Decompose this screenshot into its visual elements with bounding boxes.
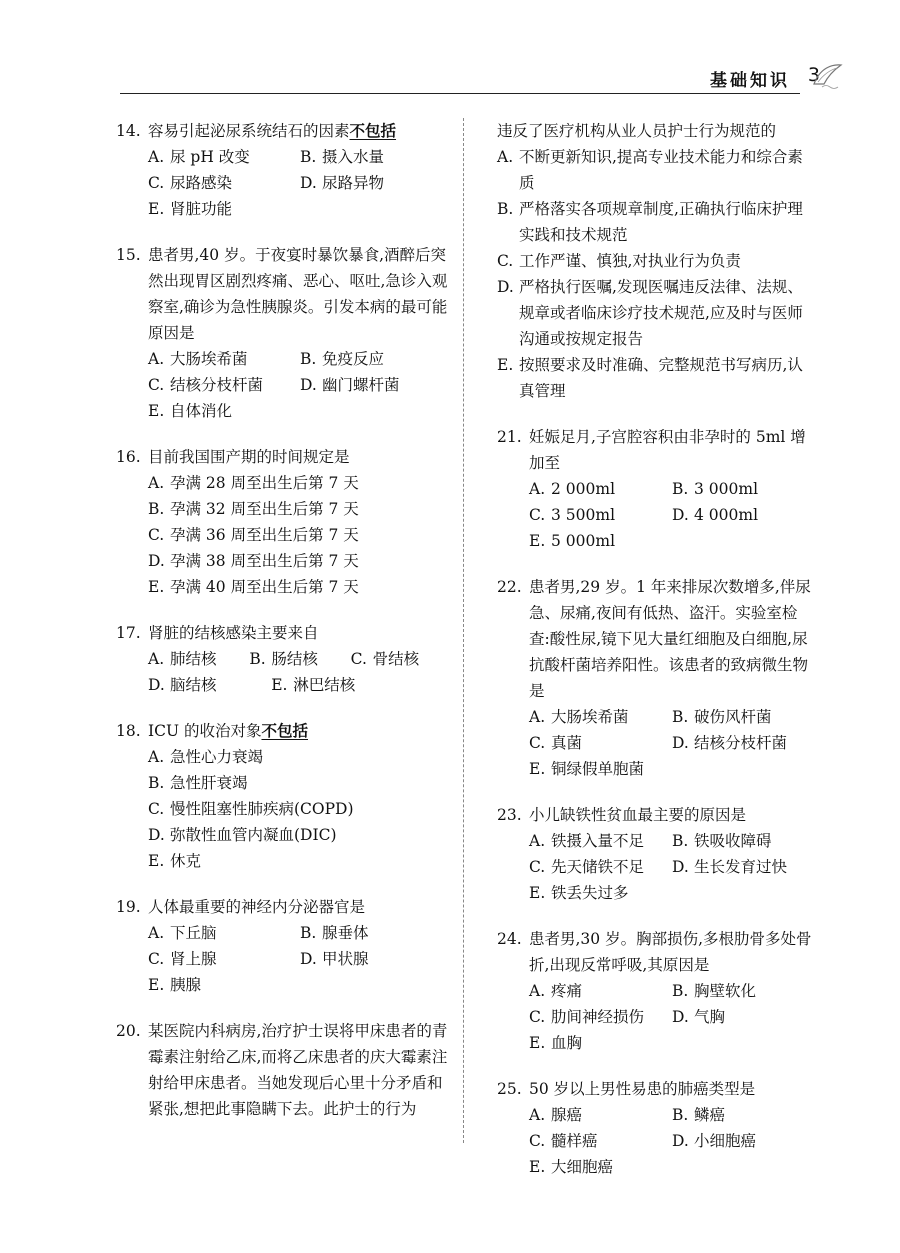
option-text: 慢性阻塞性肺疾病(COPD) — [170, 800, 354, 818]
question-stem — [497, 926, 815, 978]
option-e — [148, 972, 322, 998]
option-text: 下丘脑 — [170, 924, 217, 942]
publisher-logo-icon — [807, 62, 844, 90]
option-e — [271, 672, 394, 698]
option-text: 休克 — [170, 852, 202, 870]
option-b — [300, 144, 452, 170]
option-label: A. — [529, 480, 546, 498]
option-c — [351, 646, 452, 672]
option-label: A. — [148, 748, 165, 766]
option-label: D. — [497, 278, 514, 296]
option-text: 铜绿假单胞菌 — [551, 760, 645, 778]
option-d — [148, 548, 452, 574]
option-d — [148, 822, 452, 848]
question-24 — [497, 926, 815, 1056]
options — [497, 1102, 815, 1180]
option-label: D. — [148, 826, 165, 844]
option-e — [529, 1030, 694, 1056]
option-text: 2 000ml — [551, 480, 616, 498]
question-text: 容易引起泌尿系统结石的因素 — [148, 122, 350, 140]
option-row — [148, 398, 452, 424]
option-a — [497, 144, 815, 196]
option-row — [148, 646, 452, 672]
option-text: 肺结核 — [170, 650, 217, 668]
option-label: A. — [529, 832, 546, 850]
option-text: 胸壁软化 — [694, 982, 757, 1000]
option-d — [300, 946, 452, 972]
option-text: 真菌 — [551, 734, 583, 752]
question-number: 16. — [116, 448, 141, 466]
option-row — [148, 196, 452, 222]
question-text: 患者男,30 岁。胸部损伤,多根肋骨多处骨折,出现反常呼吸,其原因是 — [529, 930, 812, 974]
option-label: A. — [148, 924, 165, 942]
option-d — [672, 730, 815, 756]
option-text: 髓样癌 — [551, 1132, 598, 1150]
page-header — [0, 0, 900, 100]
option-row — [148, 946, 452, 972]
option-text: 疼痛 — [551, 982, 583, 1000]
option-c — [529, 730, 672, 756]
option-row — [148, 574, 452, 600]
option-label: E. — [529, 532, 546, 550]
option-label: E. — [529, 884, 546, 902]
question-20 — [116, 1018, 452, 1122]
options — [116, 920, 452, 998]
option-c — [148, 522, 452, 548]
emphasis-text: 不包括 — [261, 722, 308, 740]
option-label: C. — [148, 376, 165, 394]
option-row — [148, 496, 452, 522]
option-text: 自体消化 — [170, 402, 233, 420]
option-label: B. — [672, 832, 689, 850]
option-text: 腺垂体 — [322, 924, 369, 942]
option-label: E. — [271, 676, 288, 694]
option-row — [529, 854, 815, 880]
option-row — [529, 1154, 815, 1180]
option-row — [529, 880, 815, 906]
option-label: D. — [672, 1008, 689, 1026]
option-a — [148, 920, 300, 946]
option-label: D. — [300, 174, 317, 192]
option-label: D. — [672, 1132, 689, 1150]
question-text: 50 岁以上男性易患的肺癌类型是 — [529, 1080, 756, 1098]
option-label: E. — [148, 200, 165, 218]
option-c — [148, 372, 300, 398]
option-row — [148, 170, 452, 196]
question-stem — [497, 1076, 815, 1102]
option-b — [148, 496, 452, 522]
option-text: 生长发育过快 — [694, 858, 788, 876]
option-text: 孕满 36 周至出生后第 7 天 — [170, 526, 359, 544]
question-text: 目前我国围产期的时间规定是 — [148, 448, 350, 466]
option-row — [148, 848, 452, 874]
option-label: A. — [148, 148, 165, 166]
option-b — [672, 1102, 815, 1128]
option-e — [148, 196, 322, 222]
question-text: 某医院内科病房,治疗护士误将甲床患者的青霉素注射给乙床,而将乙床患者的庆大霉素注射给甲床患者。当她发现后心里十分矛盾和紧张,想把此事隐瞒下去。此护士的行为 — [148, 1022, 448, 1118]
option-label: B. — [672, 982, 689, 1000]
option-label: C. — [148, 174, 165, 192]
option-row — [148, 346, 452, 372]
question-stem — [116, 1018, 452, 1122]
question-text: 小儿缺铁性贫血最主要的原因是 — [529, 806, 747, 824]
option-label: B. — [497, 200, 514, 218]
option-c — [529, 1004, 672, 1030]
option-row — [148, 822, 452, 848]
option-text: 孕满 32 周至出生后第 7 天 — [170, 500, 359, 518]
question-text: 妊娠足月,子宫腔容积由非孕时的 5ml 增加至 — [529, 428, 806, 472]
option-d — [300, 170, 452, 196]
question-19 — [116, 894, 452, 998]
option-text: 急性肝衰竭 — [170, 774, 248, 792]
option-text: 尿路感染 — [170, 174, 233, 192]
option-e — [529, 756, 694, 782]
question-stem — [116, 242, 452, 346]
option-b — [497, 196, 815, 248]
question-stem — [497, 424, 815, 476]
option-text: 摄入水量 — [322, 148, 385, 166]
question-number: 24. — [497, 930, 522, 948]
option-text: 铁吸收障碍 — [694, 832, 772, 850]
option-label: C. — [350, 650, 367, 668]
option-row — [148, 672, 452, 698]
option-label: E. — [497, 356, 514, 374]
question-text: 患者男,29 岁。1 年来排尿次数增多,伴尿急、尿痛,夜间有低热、盗汗。实验室检查:酸性尿,镜下见大量红细胞及白细胞,尿抗酸杆菌培养阳性。该患者的致病微生物是 — [529, 578, 811, 700]
option-text: 大细胞癌 — [551, 1158, 614, 1176]
option-text: 弥散性血管内凝血(DIC) — [170, 826, 337, 844]
option-label: C. — [529, 1132, 546, 1150]
question-23 — [497, 802, 815, 906]
option-row — [529, 528, 815, 554]
question-22 — [497, 574, 815, 782]
option-text: 大肠埃希菌 — [551, 708, 629, 726]
option-row — [529, 704, 815, 730]
option-row — [529, 730, 815, 756]
option-a — [529, 828, 672, 854]
question-16 — [116, 444, 452, 600]
options — [116, 470, 452, 600]
option-row — [529, 756, 815, 782]
emphasis-text: 不包括 — [349, 122, 397, 140]
option-text: 严格落实各项规章制度,正确执行临床护理实践和技术规范 — [519, 200, 803, 244]
option-text: 甲状腺 — [322, 950, 369, 968]
option-row — [148, 796, 452, 822]
option-e — [529, 528, 694, 554]
question-20-continuation — [497, 118, 815, 404]
question-number: 18. — [116, 722, 141, 740]
option-b — [672, 828, 815, 854]
option-c — [497, 248, 815, 274]
option-label: A. — [529, 708, 546, 726]
option-label: C. — [148, 526, 165, 544]
question-stem — [116, 444, 452, 470]
option-text: 胰腺 — [170, 976, 202, 994]
option-b — [672, 978, 815, 1004]
question-stem-continuation: 违反了医疗机构从业人员护士行为规范的 — [497, 122, 777, 140]
question-25 — [497, 1076, 815, 1180]
option-e — [148, 848, 452, 874]
section-title: 基础知识 — [710, 71, 790, 91]
option-text: 肠结核 — [271, 650, 318, 668]
option-row — [148, 522, 452, 548]
option-label: A. — [529, 982, 546, 1000]
option-text: 免疫反应 — [322, 350, 385, 368]
option-c — [148, 796, 452, 822]
option-b — [148, 770, 452, 796]
option-text: 铁丢失过多 — [551, 884, 629, 902]
option-row — [529, 502, 815, 528]
option-b — [249, 646, 350, 672]
option-text: 尿 pH 改变 — [170, 148, 250, 166]
option-text: 肾脏功能 — [170, 200, 233, 218]
option-e — [148, 398, 322, 424]
option-label: C. — [529, 734, 546, 752]
option-d — [672, 502, 815, 528]
option-row — [148, 548, 452, 574]
option-label: B. — [672, 708, 689, 726]
option-text: 结核分枝杆菌 — [170, 376, 264, 394]
question-number: 17. — [116, 624, 141, 642]
option-b — [672, 704, 815, 730]
column-divider — [463, 118, 464, 1143]
question-stem — [497, 574, 815, 704]
option-label: B. — [300, 350, 317, 368]
option-label: E. — [148, 852, 165, 870]
question-15 — [116, 242, 452, 424]
option-text: 工作严谨、慎独,对执业行为负责 — [519, 252, 741, 270]
option-label: E. — [529, 1034, 546, 1052]
option-text: 先天储铁不足 — [551, 858, 645, 876]
option-a — [148, 646, 249, 672]
option-label: D. — [672, 734, 689, 752]
option-text: 结核分枝杆菌 — [694, 734, 788, 752]
option-row — [529, 978, 815, 1004]
option-row — [148, 744, 452, 770]
question-17 — [116, 620, 452, 698]
option-c — [529, 502, 672, 528]
option-a — [529, 978, 672, 1004]
option-label: C. — [529, 506, 546, 524]
option-text: 骨结核 — [372, 650, 420, 668]
option-row — [529, 1102, 815, 1128]
question-number: 23. — [497, 806, 522, 824]
option-label: B. — [300, 148, 317, 166]
question-text: ICU 的收治对象 — [148, 722, 262, 740]
question-text: 患者男,40 岁。于夜宴时暴饮暴食,酒醉后突然出现胃区剧烈疼痛、恶心、呕吐,急诊入观察室,确诊为急性胰腺炎。引发本病的最可能原因是 — [148, 246, 448, 342]
option-text: 脑结核 — [170, 676, 217, 694]
option-a — [148, 346, 300, 372]
option-label: B. — [249, 650, 266, 668]
option-label: E. — [529, 1158, 546, 1176]
question-number: 22. — [497, 578, 522, 596]
option-text: 孕满 38 周至出生后第 7 天 — [170, 552, 359, 570]
question-stem — [116, 620, 452, 646]
option-row — [148, 972, 452, 998]
option-row — [148, 144, 452, 170]
option-label: A. — [148, 350, 165, 368]
option-row — [529, 1004, 815, 1030]
options — [497, 476, 815, 554]
option-row — [529, 1128, 815, 1154]
question-18 — [116, 718, 452, 874]
question-stem — [116, 118, 452, 144]
options — [497, 704, 815, 782]
option-label: A. — [497, 148, 514, 166]
option-label: B. — [148, 500, 165, 518]
option-b — [672, 476, 815, 502]
options — [497, 828, 815, 906]
left-column — [116, 118, 452, 1122]
option-a — [148, 470, 452, 496]
question-number: 14. — [116, 122, 141, 140]
question-text: 人体最重要的神经内分泌器官是 — [148, 898, 366, 916]
option-c — [529, 854, 672, 880]
option-label: D. — [300, 950, 317, 968]
option-e — [529, 1154, 694, 1180]
option-e — [148, 574, 452, 600]
option-label: A. — [148, 474, 165, 492]
question-stem — [116, 894, 452, 920]
option-text: 孕满 40 周至出生后第 7 天 — [170, 578, 359, 596]
options — [116, 346, 452, 424]
option-text: 气胸 — [694, 1008, 726, 1026]
option-text: 急性心力衰竭 — [170, 748, 264, 766]
option-d — [672, 854, 815, 880]
question-stem — [116, 718, 452, 744]
option-row — [148, 770, 452, 796]
option-label: D. — [300, 376, 317, 394]
option-d — [672, 1004, 815, 1030]
option-d — [148, 672, 271, 698]
options — [116, 744, 452, 874]
option-a — [529, 1102, 672, 1128]
options — [497, 978, 815, 1056]
option-text: 5 000ml — [551, 532, 616, 550]
option-text: 尿路异物 — [322, 174, 385, 192]
options — [116, 144, 452, 222]
question-14 — [116, 118, 452, 222]
option-text: 铁摄入量不足 — [551, 832, 645, 850]
option-label: E. — [148, 578, 165, 596]
option-text: 小细胞癌 — [694, 1132, 757, 1150]
option-label: D. — [148, 552, 165, 570]
option-c — [148, 170, 300, 196]
option-row — [529, 476, 815, 502]
option-label: E. — [529, 760, 546, 778]
option-text: 鳞癌 — [694, 1106, 726, 1124]
option-label: C. — [148, 800, 165, 818]
page-number: 3 — [807, 64, 820, 86]
option-label: B. — [672, 1106, 689, 1124]
right-column — [497, 118, 815, 1200]
option-a — [148, 144, 300, 170]
option-text: 严格执行医嘱,发现医嘱违反法律、法规、规章或者临床诊疗技术规范,应及时与医师沟通或按规定报告 — [519, 278, 803, 348]
option-text: 不断更新知识,提高专业技术能力和综合素质 — [519, 148, 803, 192]
option-text: 淋巴结核 — [293, 676, 356, 694]
question-number: 19. — [116, 898, 141, 916]
question-stem — [497, 802, 815, 828]
option-row — [148, 920, 452, 946]
option-a — [148, 744, 452, 770]
header-rule — [120, 93, 800, 94]
option-row — [529, 1030, 815, 1056]
option-row — [529, 828, 815, 854]
option-label: C. — [497, 252, 514, 270]
option-text: 大肠埃希菌 — [170, 350, 248, 368]
option-row — [148, 470, 452, 496]
question-21 — [497, 424, 815, 554]
option-text: 幽门螺杆菌 — [322, 376, 400, 394]
option-label: D. — [672, 506, 689, 524]
question-number: 21. — [497, 428, 522, 446]
option-label: A. — [148, 650, 165, 668]
option-label: B. — [300, 924, 317, 942]
option-b — [300, 920, 452, 946]
option-text: 肋间神经损伤 — [551, 1008, 645, 1026]
option-text: 按照要求及时准确、完整规范书写病历,认真管理 — [519, 356, 803, 400]
option-text: 破伤风杆菌 — [694, 708, 772, 726]
option-label: D. — [672, 858, 689, 876]
option-text: 3 500ml — [551, 506, 616, 524]
option-text: 孕满 28 周至出生后第 7 天 — [170, 474, 359, 492]
option-label: B. — [148, 774, 165, 792]
option-text: 4 000ml — [694, 506, 759, 524]
option-a — [529, 476, 672, 502]
option-c — [148, 946, 300, 972]
option-label: C. — [529, 858, 546, 876]
option-label: C. — [529, 1008, 546, 1026]
option-label: B. — [672, 480, 689, 498]
option-e — [529, 880, 694, 906]
options — [116, 646, 452, 698]
option-c — [529, 1128, 672, 1154]
question-number: 15. — [116, 246, 141, 264]
option-text: 腺癌 — [551, 1106, 583, 1124]
question-text: 肾脏的结核感染主要来自 — [148, 624, 319, 642]
option-label: E. — [148, 402, 165, 420]
option-d — [497, 274, 815, 352]
option-text: 血胸 — [551, 1034, 583, 1052]
option-text: 3 000ml — [694, 480, 759, 498]
option-row — [148, 372, 452, 398]
option-e — [497, 352, 815, 404]
option-label: A. — [529, 1106, 546, 1124]
question-number: 25. — [497, 1080, 522, 1098]
option-d — [672, 1128, 815, 1154]
option-d — [300, 372, 452, 398]
option-b — [300, 346, 452, 372]
question-number: 20. — [116, 1022, 141, 1040]
option-a — [529, 704, 672, 730]
option-label: E. — [148, 976, 165, 994]
option-label: C. — [148, 950, 165, 968]
option-label: D. — [148, 676, 165, 694]
option-text: 肾上腺 — [170, 950, 217, 968]
